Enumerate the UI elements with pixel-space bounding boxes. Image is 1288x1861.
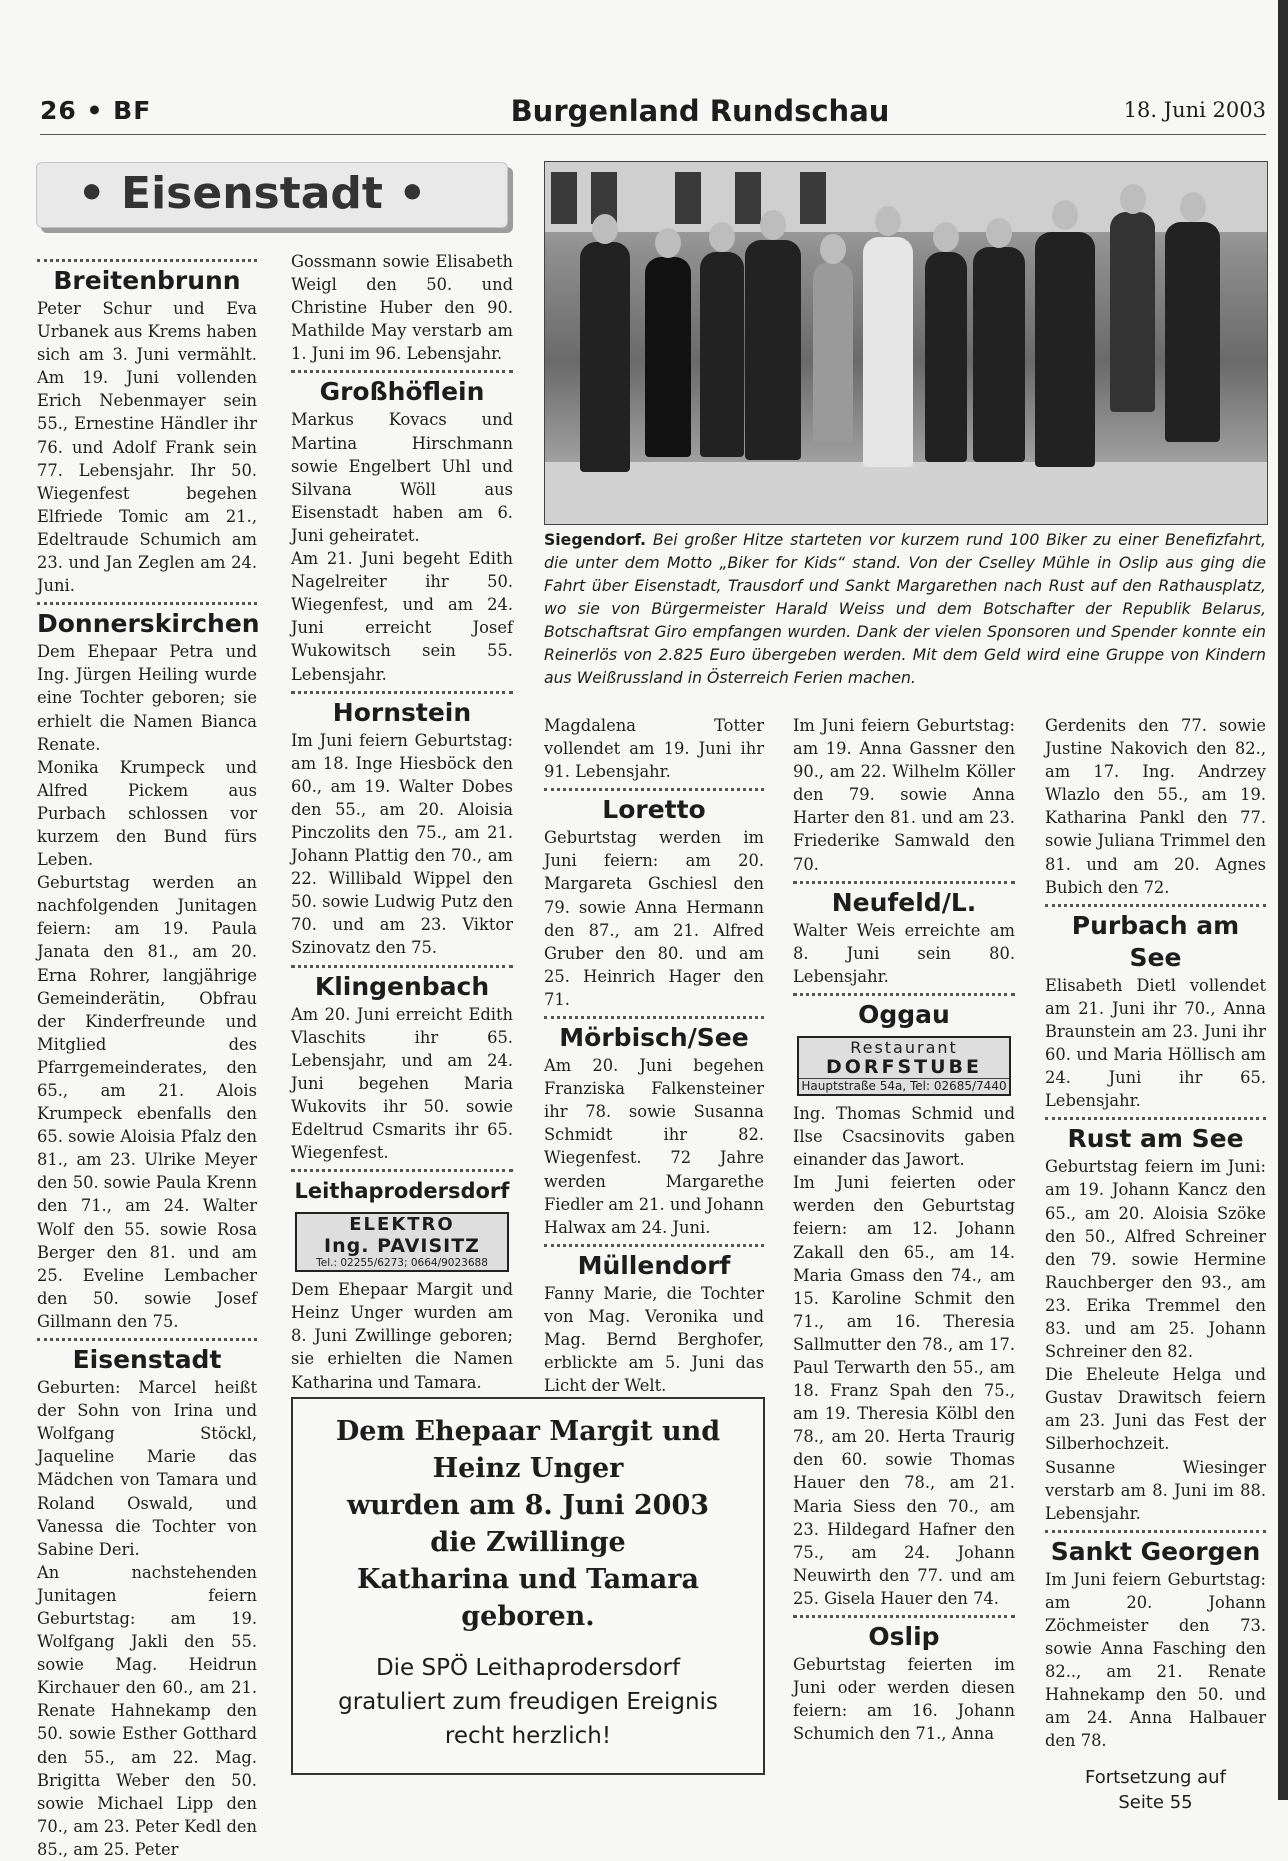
text-rust-3: Susanne Wiesinger verstarb am 8. Juni im 88. Lebensjahr. [1045,1457,1266,1523]
text-eisenstadt-1: Geburten: Marcel heißt der Sohn von Irina und Wolfgang Stöckl, Jaqueline Marie das Mädchen von Tamara und Roland Oswald, und Vanessa die Tochter von Sabine Deri. [37,1378,257,1559]
continuation-line2: Seite 55 [1118,1791,1193,1813]
ad-restaurant-dorfstube [797,1036,1011,1096]
congratulations-box [291,1397,765,1775]
text-neufeld: Walter Weis erreichte am 8. Juni sein 80. Lebensjahr. [793,920,1015,986]
text-col4-cont: Im Juni feiern Geburtstag: am 19. Anna Gassner den 90., am 22. Wilhelm Köller den 79. sowie Anna Harter den 81. und am 23. Friederike Samwald den 70. [793,716,1015,874]
heading-grosshoeflein: Großhöflein [319,377,485,407]
heading-klingenbach: Klingenbach [314,971,490,1001]
congrats-line3: wurden am 8. Juni 2003 [346,1490,710,1521]
continuation-note [1045,1765,1266,1815]
heading-muellendorf: Müllendorf [577,1250,731,1280]
heading-oggau: Oggau [858,999,950,1029]
text-breitenbrunn: Peter Schur und Eva Urbanek aus Krems haben sich am 3. Juni vermählt. Am 19. Juni vollenden Erich Nebenmayer sein 55., Ernestine Händler ihr 76. und Adolf Frank sein 77. Lebensjahr. Ihr 50. Wiegenfest begehen Elfriede Tomic am 21., Edeltraude Schumich am 23. und Jan Zeglen am 24. Juni. [37,299,257,596]
text-muellendorf: Fanny Marie, die Tochter von Mag. Veronika und Mag. Bernd Berghofer, erblickte am 5. Juni das Licht der Welt. [544,1283,764,1396]
congrats-line1: Dem Ehepaar Margit und [335,1416,721,1447]
continuation-line1: Fortsetzung auf [1085,1766,1226,1788]
heading-neufeld: Neufeld/L. [831,887,977,917]
text-grosshoeflein-1: Markus Kovacs und Martina Hirschmann sowie Engelbert Uhl und Silvana Wöll aus Eisenstadt haben am 6. Juni geheiratet. [291,410,513,545]
heading-leithaprodersdorf: Leithaprodersdorf [294,1179,510,1204]
congrats-line6: geboren. [461,1601,595,1632]
column-4 [793,714,1015,1745]
heading-eisenstadt: Eisenstadt [72,1345,222,1375]
text-eisenstadt-2: An nachstehenden Junitagen feiern Geburtstag: am 19. Wolfgang Jakli den 55. sowie Mag. Heidrun Kirchauer den 60., am 21. Renate Hahnekamp den 50. sowie Esther Gotthard den 55., am 22. Mag. Brigitta Weber den 50. sowie Michael Lipp den 70., am 23. Peter Kedl den 85., am 25. Peter [37,1562,257,1859]
newspaper-title: Burgenland Rundschau [510,94,890,128]
text-rust-1: Geburtstag feiern im Juni: am 19. Johann Kancz den 65., am 20. Aloisia Szöke den 50., Alfred Schreiner den 79. sowie Hermine Rauchberger den 93., am 23. Erika Tremmel den 83. und am 25. Johann Schreiner den 82. [1045,1157,1266,1362]
ad-dorfstube-line1: Restaurant [850,1037,958,1057]
text-oggau-1: Ing. Thomas Schmid und Ilse Csacsinovits gaben einander das Jawort. [793,1103,1015,1170]
text-donnerskirchen-1: Dem Ehepaar Petra und Ing. Jürgen Heiling wurde eine Tochter geboren; sie erhielt die Namen Bianca Renate. [37,642,257,754]
column-1 [37,254,260,1861]
congrats-sub2: gratuliert zum freudigen Ereignis [338,1689,718,1715]
heading-loretto: Loretto [602,795,706,825]
ad-elektro-line2: Ing. PAVISITZ [324,1235,480,1258]
heading-sankt-georgen: Sankt Georgen [1050,1536,1261,1566]
text-col3-cont: Magdalena Totter vollendet am 19. Juni ihr 91. Lebensjahr. [544,716,764,782]
ad-dorfstube-line2: DORFSTUBE [825,1055,983,1078]
congrats-line2: Heinz Unger [432,1453,624,1484]
column-2 [291,250,513,1394]
heading-breitenbrunn: Breitenbrunn [53,266,241,295]
heading-moerbisch: Mörbisch/See [559,1023,749,1053]
congrats-sub1: Die SPÖ Leithaprodersdorf [375,1655,681,1681]
text-loretto: Geburtstag werden im Juni feiern: am 20. Margareta Gschiesl den 79. sowie Anna Hermann den 87., am 21. Alfred Gruber den 80. und am 25. Heinrich Hager den 71. [544,828,764,1009]
section-banner [36,162,508,228]
ad-elektro-pavisitz [295,1212,509,1272]
heading-rust: Rust am See [1067,1124,1244,1154]
text-leithaprodersdorf: Dem Ehepaar Margit und Heinz Unger wurden am 8. Juni Zwillinge geboren; sie erhielten die Namen Katharina und Tamara. [291,1280,513,1392]
issue-date: 18. Juni 2003 [1123,98,1266,122]
text-col5-cont: Gerdenits den 77. sowie Justine Nakovich den 82., am 17. Ing. Andrzey Wlazlo den 55., am 19. Katharina Pankl den 77. sowie Juliana Trimmel den 81. und am 20. Agnes Bubich den 72. [1045,716,1266,897]
column-5 [1045,714,1266,1815]
caption-text: Bei großer Hitze starteten vor kurzem rund 100 Biker zu einer Benefizfahrt, die unter dem Motto „Biker for Kids“ stand. Von der Cselley Mühle in Oslip aus ging die Fahrt über Eisenstadt, Trausdorf und Sankt Margarethen nach Rust auf den Rathausplatz, wo sie von Bürgermeister Harald Weiss und dem Botschafter der Republik Belarus, Botschaftsrat Giro empfangen wurden. Dank der vielen Sponsoren und Spender konnte ein Reinerlös von 2.825 Euro übergeben werden. Mit dem Geld wird eine Gruppe von Kindern aus Weißrussland in Österreich Ferien machen. [544,530,1266,687]
heading-purbach: Purbach am See [1071,910,1240,972]
ad-elektro-line1: ELEKTRO [349,1214,455,1236]
text-grosshoeflein-2: Am 21. Juni begeht Edith Nagelreiter ihr 50. Wiegenfest, und am 24. Juni erreicht Josef Wukowitsch sein 55. Lebensjahr. [291,549,513,684]
page-header [40,94,1266,135]
ad-dorfstube-address: Hauptstraße 54a, Tel: 02685/7440 [799,1078,1009,1094]
congrats-sub3: recht herzlich! [444,1723,612,1749]
congrats-line5: Katharina und Tamara [357,1564,699,1595]
heading-donnerskirchen: Donnerskirchen [37,609,260,639]
text-oslip: Geburtstag feierten im Juni oder werden diesen feiern: am 16. Johann Schumich den 71., Anna [793,1655,1015,1744]
page-fold-edge [1278,0,1288,1800]
column-3 [544,714,764,1397]
page-number: 26 • BF [40,96,152,125]
text-klingenbach: Am 20. Juni erreicht Edith Vlaschits ihr 65. Lebensjahr, und am 24. Juni begehen Maria Wukovits ihr 50. sowie Edeltrud Csmarits ihr 65. Wiegenfest. [291,1004,513,1163]
heading-hornstein: Hornstein [332,697,472,727]
text-oggau-2: Im Juni feierten oder werden den Geburtstag feiern: am 12. Johann Zakall den 65., am 14. Maria Gmass den 74., am 15. Karoline Schmit den 71., am 16. Theresia Sallmutter den 78., am 17. Paul Terwarth den 55., am 18. Franz Spah den 75., am 19. Theresia Kölbl den 78., am 20. Herta Traurig den 60. sowie Thomas Hauer den 78., am 21. Maria Siess den 70., am 23. Hildegard Hafner den 75., am 24. Johann Neuwirth den 77. und am 25. Gisela Hauer den 74. [793,1173,1015,1608]
section-title: • Eisenstadt • [77,168,427,219]
text-donnerskirchen-3: Geburtstag werden an nachfolgenden Junitagen feiern: am 19. Paula Janata den 81., am 20. Erna Rohrer, langjährige Gemeinderätin, Obfrau der Kinderfreunde und Mitglied des Pfarrgemeinderates, den 65., am 21. Alois Krumpeck ebenfalls den 65. sowie Aloisia Pfalz den 81., am 23. Ulrike Meyer den 50. sowie Paula Krenn den 71., am 24. Walter Wolf den 55. sowie Rosa Berger den 81. und am 25. Eveline Lembacher den 50. sowie Josef Gillmann den 75. [37,873,257,1331]
caption-place: Siegendorf. [544,530,647,549]
text-rust-2: Die Eheleute Helga und Gustav Drawitsch feiern am 23. Juni das Fest der Silberhochzeit. [1045,1365,1266,1454]
photo-caption [544,528,1266,689]
text-moerbisch: Am 20. Juni begehen Franziska Falkensteiner ihr 78. sowie Susanna Schmidt ihr 82. Wiegenfest. 72 Jahre werden Margarethe Fiedler am 21. und Johann Halwax am 24. Juni. [544,1056,764,1237]
text-col2-cont: Gossmann sowie Elisabeth Weigl den 50. und Christine Huber den 90. Mathilde May verstarb am 1. Juni im 96. Lebensjahr. [291,252,513,364]
text-purbach: Elisabeth Dietl vollendet am 21. Juni ihr 70., Anna Braunstein am 23. Juni ihr 60. und Maria Höllisch am 24. Juni ihr 65. Lebensjahr. [1045,975,1266,1111]
text-sankt-georgen: Im Juni feiern Geburtstag: am 20. Johann Zöchmeister den 73. sowie Anna Fasching den 82.., am 21. Renate Hahnekamp den 50. und am 24. Anna Halbauer den 78. [1045,1569,1266,1751]
ad-elektro-phone: Tel.: 02255/6273; 0664/9023688 [316,1257,488,1270]
group-photo [544,161,1268,525]
text-hornstein: Im Juni feiern Geburtstag: am 18. Inge Hiesböck den 60., am 19. Walter Dobes den 55., am 20. Aloisia Pinczolits den 75., am 21. Johann Plattig den 70., am 22. Willibald Wippel den 50. sowie Ludwig Putz den 70. und am 23. Viktor Szinovatz den 75. [291,730,513,958]
heading-oslip: Oslip [868,1622,940,1651]
text-donnerskirchen-2: Monika Krumpeck und Alfred Pickem aus Purbach schlossen vor kurzem den Bund fürs Leben. [37,757,257,870]
congrats-line4: die Zwillinge [430,1527,626,1558]
